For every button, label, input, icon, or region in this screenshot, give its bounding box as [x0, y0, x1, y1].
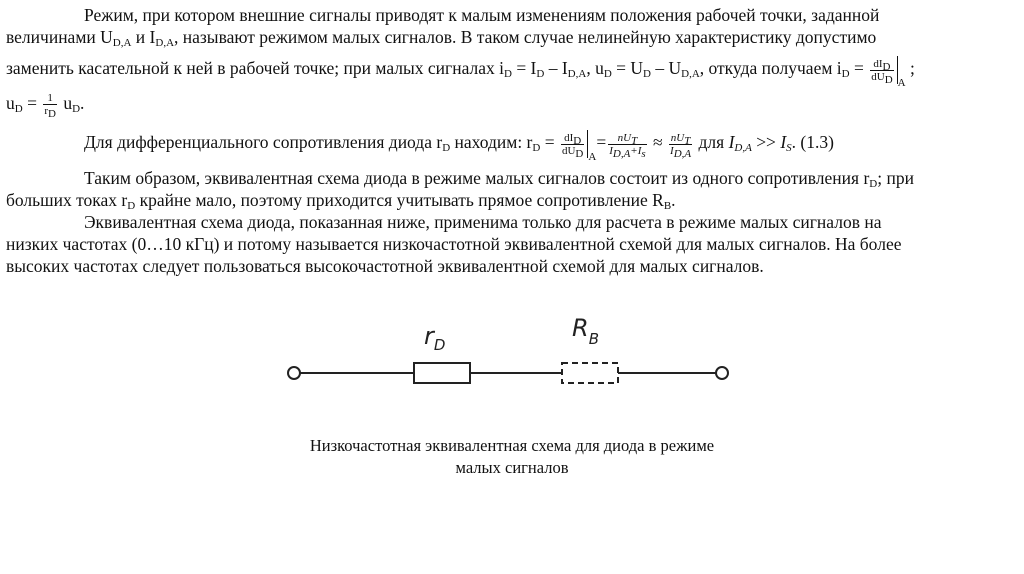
approx-fraction: $\frac{nU_T}{I_{D,A}}$ [670, 131, 692, 160]
figure-caption [262, 435, 762, 479]
paragraph-4-line-2: низких частотах (0…10 кГц) и потому называется низкочастотной эквивалентной схемой для малых сигналов. На более [6, 234, 902, 254]
paragraph-4-line-3: высоких частотах следует пользоваться высокочастотной эквивалентной схемой для малых сигналов. [6, 256, 764, 276]
paragraph-1-line-2: величинами $U_{D,A}$ и $I_{D,A}$, называют режимом малых сигналов. В таком случае нелинейную характеристику допустимо [6, 27, 877, 49]
rd-label: $r_D$ [424, 322, 446, 354]
caption-line-2: малых сигналов [455, 458, 569, 477]
paragraph-1-line-4: $u_D$ = $\frac{1}{r_D}$ $u_D$. [6, 92, 85, 121]
right-terminal [716, 367, 728, 379]
resistor-rb-dashed [562, 363, 618, 383]
paragraph-4-line-1: Эквивалентная схема диода, показанная ниже, применима только для расчета в режиме малых сигналов на [84, 212, 882, 232]
paragraph-1-line-1: Режим, при котором внешние сигналы приводят к малым изменениям положения рабочей точки, заданной [84, 5, 880, 25]
derivative-fraction-2: $\frac{dI_D}{dU_D}$ [561, 131, 584, 160]
equivalent-circuit-diagram [280, 300, 750, 400]
paragraph-2-formula-line: Для дифференциального сопротивления диода $r_D$ находим: $r_D$ = $\frac{dI_D}{dU_D}$ $_A$= $\frac{nU_T}{I_{D,A}+I_s}$ ≈ $\frac{nU_T}{I_{D,A}}$ для $I_{D,A} >> I_S$. (1.3) [84, 131, 834, 164]
paragraph-3-line-1: Таким образом, эквивалентная схема диода в режиме малых сигналов состоит из одного сопротивления $r_D$; при [84, 168, 914, 190]
thermal-voltage-fraction: $\frac{nU_T}{I_{D,A}+I_s}$ [609, 131, 646, 160]
paragraph-3-line-2: больших токах $r_D$ крайне мало, поэтому приходится учитывать прямое сопротивление $R_B$. [6, 190, 676, 212]
paragraph-1-line-3: заменить касательной к ней в рабочей точке; при малых сигналах $i_D = I_D - I_{D,A}$, $u_D = U_D - U_{D,A}$, откуда получаем $i_D$ = $\frac{dI_D}{dU_D}$ $_A$ ; [6, 57, 915, 90]
left-terminal [288, 367, 300, 379]
rb-label: $R_B$ [572, 314, 599, 348]
caption-line-1: Низкочастотная эквивалентная схема для диода в режиме [309, 436, 715, 455]
resistor-rd [414, 363, 470, 383]
derivative-fraction: $\frac{dI_D}{dU_D}$ [871, 57, 893, 86]
reciprocal-fraction: $\frac{1}{r_D}$ [44, 92, 56, 121]
